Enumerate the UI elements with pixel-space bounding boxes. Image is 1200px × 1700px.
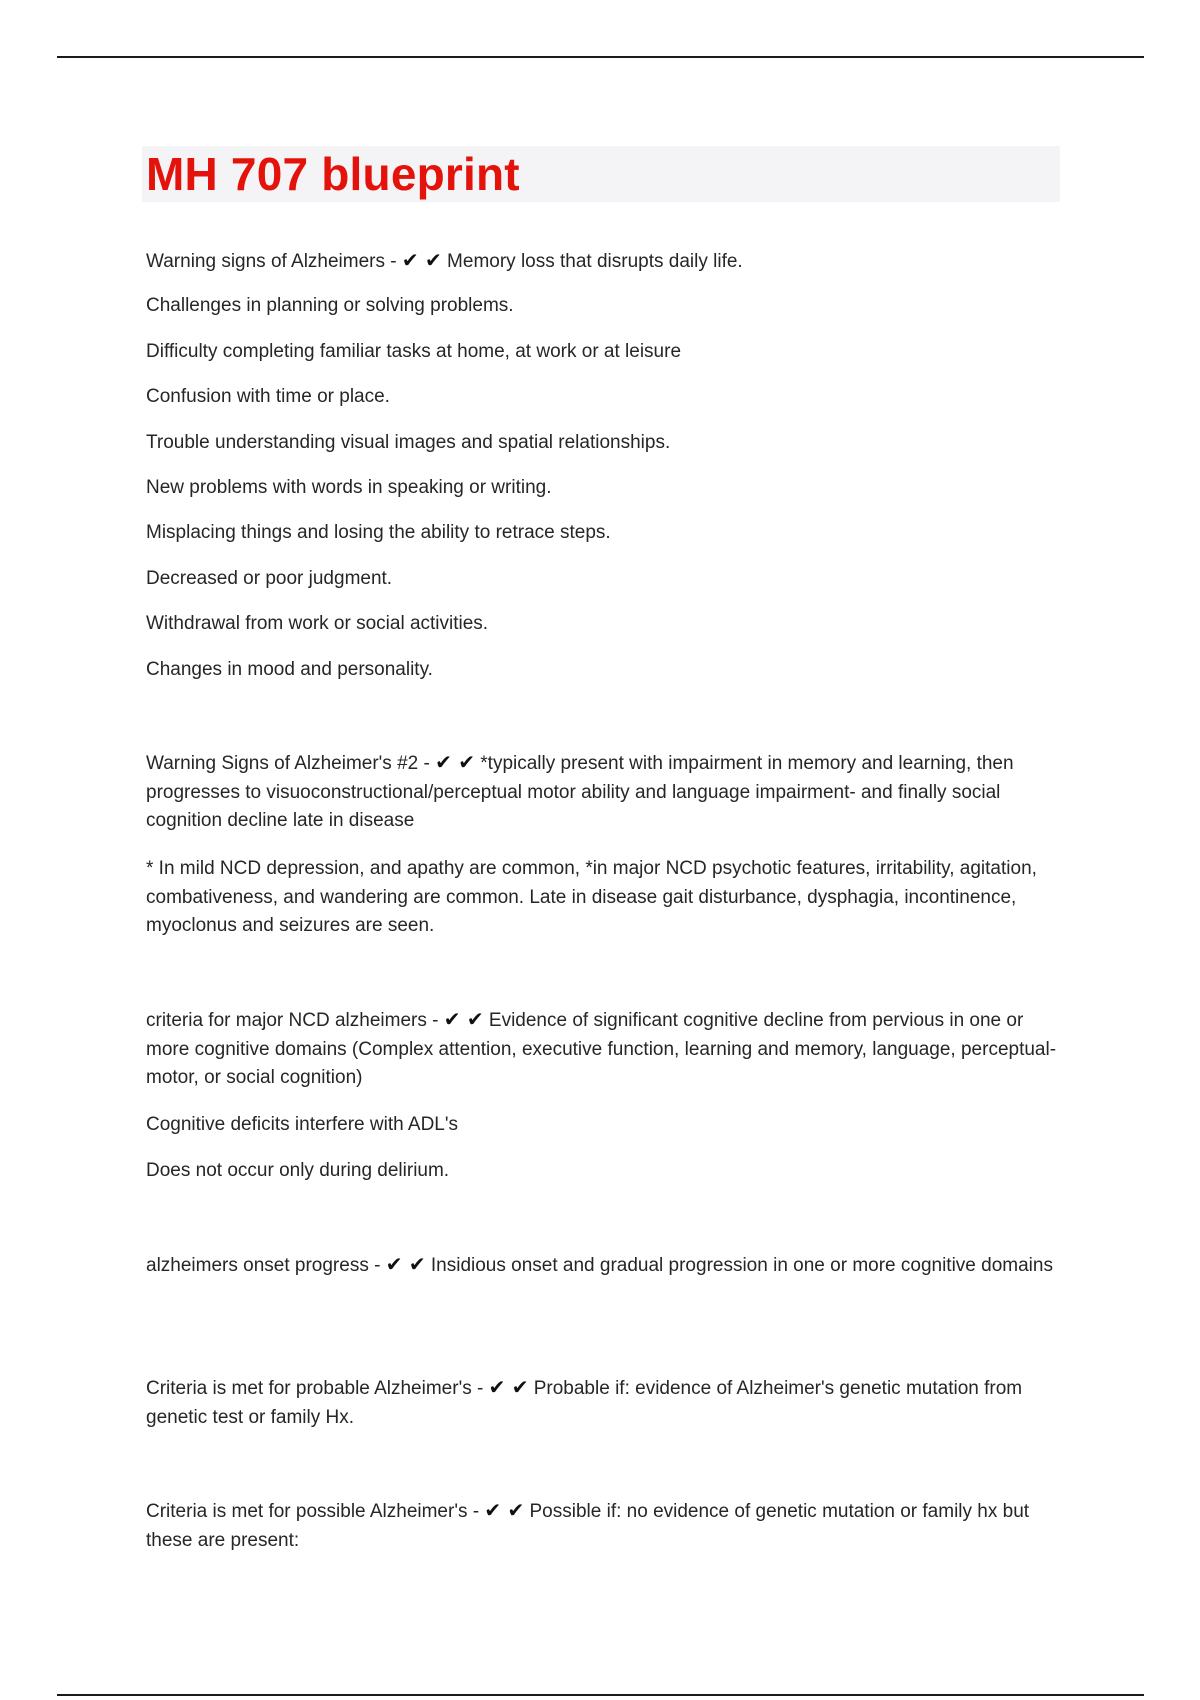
flashcard-probable-criteria <box>146 1373 1066 1432</box>
definition: Possible if: no evidence of genetic mutation or family hx but these are present: <box>146 1501 1030 1551</box>
list-item: Does not occur only during delirium. <box>146 1160 450 1181</box>
list-item: Confusion with time or place. <box>146 386 390 407</box>
flashcard-warning-signs-2 <box>146 748 1066 836</box>
definition: Probable if: evidence of Alzheimer's genetic mutation from genetic test or family Hx. <box>146 1378 1023 1428</box>
list-item: New problems with words in speaking or writing. <box>146 477 552 498</box>
list-item: Difficulty completing familiar tasks at home, at work or at leisure <box>146 341 682 362</box>
term: alzheimers onset progress - <box>146 1255 386 1276</box>
definition: Memory loss that disrupts daily life. <box>447 251 743 272</box>
flashcard-criteria-major-ncd <box>146 1005 1066 1093</box>
bottom-rule <box>57 1694 1144 1696</box>
list-item: Decreased or poor judgment. <box>146 568 393 589</box>
top-rule <box>57 56 1144 58</box>
term: Criteria is met for probable Alzheimer's - <box>146 1378 489 1399</box>
double-check-icon: ✔ ✔ <box>488 1375 529 1399</box>
list-item: Changes in mood and personality. <box>146 659 433 680</box>
double-check-icon: ✔ ✔ <box>443 1007 484 1031</box>
term: Criteria is met for possible Alzheimer's - <box>146 1501 485 1522</box>
term: criteria for major NCD alzheimers - <box>146 1010 444 1031</box>
term: Warning Signs of Alzheimer's #2 - <box>146 753 436 774</box>
note-paragraph: * In mild NCD depression, and apathy are common, *in major NCD psychotic features, irritability, agitation, combativeness, and wandering are common. Late in disease gait disturbance, dysphagia, incontinence, myoclonus and seizures are seen. <box>146 858 1037 936</box>
definition: Insidious onset and gradual progression in one or more cognitive domains <box>430 1255 1053 1276</box>
term: Warning signs of Alzheimers - <box>146 251 402 272</box>
list-item: Misplacing things and losing the ability to retrace steps. <box>146 522 611 543</box>
flashcard-possible-criteria <box>146 1496 1066 1555</box>
list-item: Trouble understanding visual images and spatial relationships. <box>146 432 671 453</box>
document-title: MH 707 blueprint <box>146 148 520 200</box>
double-check-icon: ✔ ✔ <box>385 1252 426 1276</box>
list-item: Challenges in planning or solving problems. <box>146 295 514 316</box>
double-check-icon: ✔ ✔ <box>435 750 475 774</box>
flashcard-onset-progress <box>146 1250 1066 1281</box>
list-item: Cognitive deficits interfere with ADL's <box>146 1114 458 1135</box>
flashcard-warning-signs <box>146 246 1066 277</box>
double-check-icon: ✔ ✔ <box>484 1498 525 1522</box>
double-check-icon: ✔ ✔ <box>401 248 442 272</box>
definition: Evidence of significant cognitive decline from pervious in one or more cognitive domains (Complex attention, executive function, learning and memory, language, perceptual-motor, or social cognition) <box>146 1010 1057 1088</box>
list-item: Withdrawal from work or social activities. <box>146 613 489 634</box>
definition: *typically present with impairment in memory and learning, then progresses to visuoconstructional/perceptual motor ability and language impairment- and finally social cognition decline late in disease <box>146 753 1014 831</box>
